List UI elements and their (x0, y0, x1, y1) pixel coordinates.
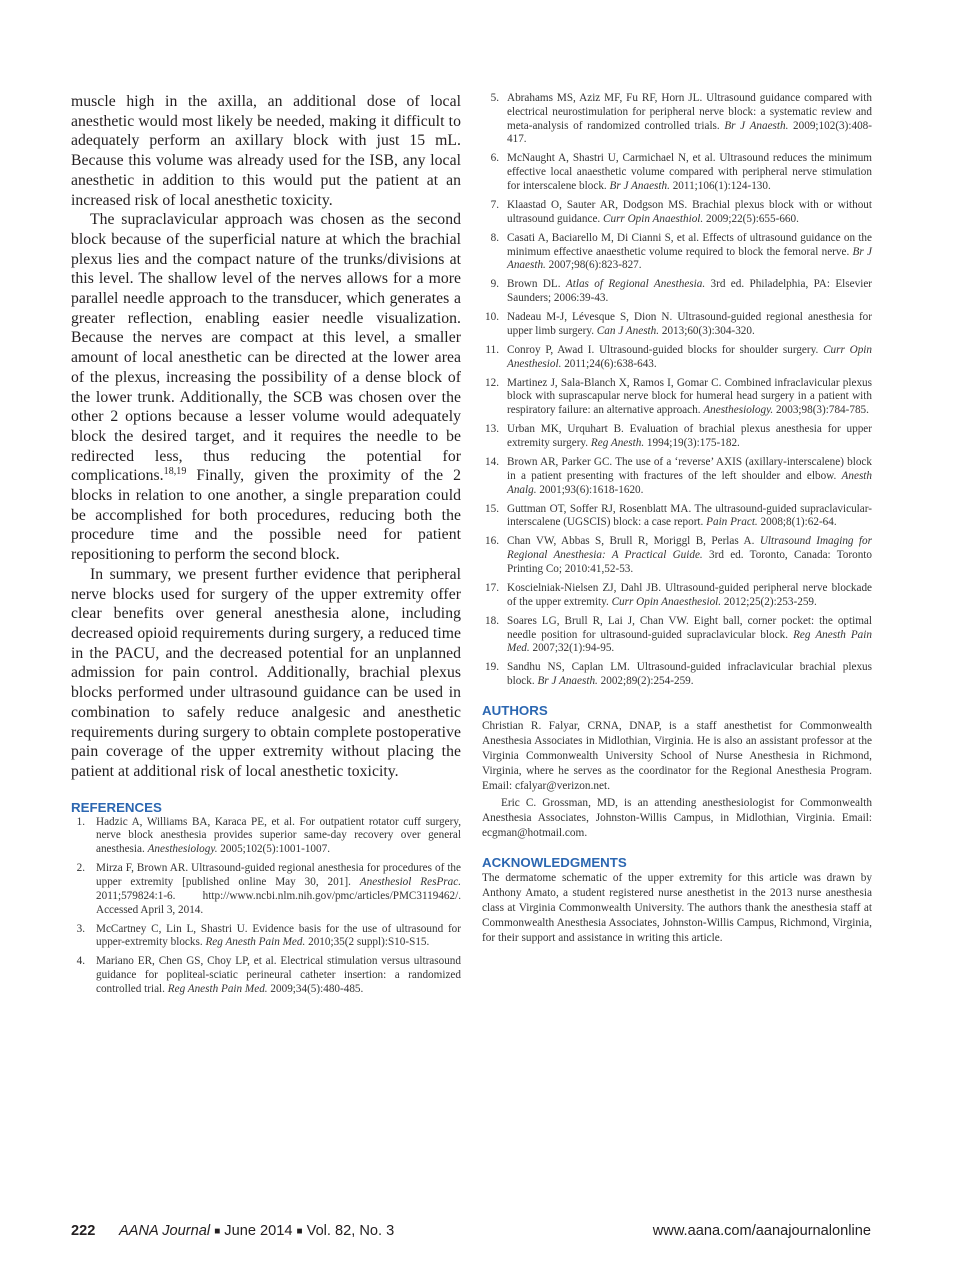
reference-source: Reg Anesth Pain Med. (167, 982, 268, 995)
volume-issue: Vol. 82, No. 3 (306, 1223, 395, 1239)
page-number: 222 (71, 1223, 96, 1239)
reference-source: Reg Anesth Pain Med. (507, 628, 872, 655)
reference-item (482, 311, 872, 339)
reference-number: 2. (76, 862, 85, 875)
reference-number: 6. (490, 152, 499, 165)
reference-details: 2003;98(3):784-785. (773, 404, 869, 417)
reference-item (482, 582, 872, 610)
reference-text: McCartney C, Lin L, Shastri U. Evidence basis for the use of ultrasound for upper-extremity blocks. (96, 922, 461, 949)
issue-date: June 2014 (224, 1223, 293, 1239)
reference-number: 16. (485, 535, 499, 548)
reference-source: Anesthesiology. (703, 404, 774, 417)
reference-source: Br J Anaesth. (537, 675, 598, 688)
reference-item (482, 503, 872, 531)
reference-text: Casati A, Baciarello M, Di Cianni S, et al. Effects of ultrasound guidance on the minimum effective anaesthetic volume required to block the femoral nerve. (507, 231, 872, 258)
reference-source: Curr Opin Anaesthiol. (603, 212, 704, 225)
reference-item (71, 923, 461, 951)
reference-item (482, 456, 872, 497)
reference-source: Anesthesiol ResPrac. (359, 875, 461, 888)
page-footer (71, 1223, 871, 1243)
reference-details: 3rd ed. Philadelphia, PA: Elsevier Saunders; 2006:39-43. (507, 278, 873, 305)
reference-item (482, 661, 872, 689)
reference-details: 2009;34(5):480-485. (267, 982, 364, 995)
reference-source: Pain Pract. (706, 516, 758, 529)
reference-item (482, 278, 872, 306)
right-column (482, 92, 872, 946)
reference-text: Chan VW, Abbas S, Brull R, Moriggl B, Perlas A. (507, 535, 760, 548)
reference-details: 2013;60(3):304-320. (659, 324, 755, 337)
reference-number: 1. (76, 815, 85, 828)
journal-name: AANA Journal (119, 1223, 211, 1239)
references-heading: REFERENCES (71, 799, 162, 815)
reference-source: Curr Opin Anesthesiol. (507, 343, 872, 370)
reference-source: Atlas of Regional Anesthesia. (565, 278, 706, 291)
reference-item (71, 862, 461, 917)
reference-item (482, 344, 872, 372)
body-paragraph: In summary, we present further evidence that peripheral nerve blocks used for surgery of the upper extremity offer clear benefits over general anesthesia alone, including decreased opioid requirements during surgery, a reduced time in the PACU, and the decreased potential for an unplanned admission for pain control. Additionally, brachial plexus blocks performed under ultrasound guidance can be used in combination to safely reduce analgesic and anesthetic requirements during surgery to obtain complete postoperative pain coverage of the upper extremity without placing the patient at additional risk of local anesthetic toxicity. (71, 565, 461, 780)
citation-superscript: 18,19 (163, 466, 187, 478)
reference-item (482, 423, 872, 451)
body-paragraph (71, 210, 461, 565)
reference-source: Br J Anaesth. (609, 179, 670, 192)
reference-source: Reg Anesth. (590, 437, 645, 450)
acknowledgments-heading: ACKNOWLEDGMENTS (482, 855, 627, 871)
reference-source: Ultrasound Imaging for Regional Anesthesia: A Practical Guide. (507, 535, 872, 562)
reference-text: Soares LG, Brull R, Lai J, Chan VW. Eight ball, corner pocket: the optimal needle position for ultrasound-guided supraclavicular block. (507, 614, 872, 641)
reference-source: Curr Opin Anaesthesiol. (611, 595, 722, 608)
reference-text: Hadzic A, Williams BA, Karaca PE, et al. For outpatient rotator cuff surgery, nerve block anesthesia provides superior same-day recovery over general anesthesia. (96, 815, 461, 856)
reference-details: 2007;32(1):94-95. (529, 642, 615, 655)
reference-details: 2001;93(6):1618-1620. (536, 483, 644, 496)
reference-text: Nadeau M-J, Lévesque S, Dion N. Ultrasound-guided regional anesthesia for upper limb surgery. (507, 311, 872, 337)
reference-list (71, 816, 461, 997)
reference-number: 9. (490, 278, 499, 291)
reference-details: 2009;102(3):408-417. (507, 119, 872, 146)
reference-text: Guttman OT, Soffer RJ, Rosenblatt MA. The ultrasound-guided supraclavicular-interscalene (UGSCIS) block: a case report. (507, 502, 872, 529)
reference-number: 8. (490, 231, 499, 244)
reference-source: Anesth Analg. (507, 469, 872, 496)
separator-square: ■ (296, 1226, 303, 1237)
reference-item (482, 535, 872, 576)
reference-details: 2009;22(5):655-660. (703, 212, 799, 225)
reference-details: 2005;102(5):1001-1007. (217, 843, 330, 856)
reference-number: 10. (485, 311, 499, 324)
reference-number: 19. (485, 661, 499, 674)
reference-item (482, 377, 872, 418)
reference-list (482, 92, 872, 689)
reference-item (482, 152, 872, 193)
reference-number: 18. (485, 614, 499, 627)
reference-text: Urban MK, Urquhart B. Evaluation of brachial plexus anesthesia for upper extremity surgery. (507, 423, 872, 450)
body-paragraph: muscle high in the axilla, an additional dose of local anesthetic would most likely be needed, making it difficult to adequately perform an axillary block with just 15 mL. Because this volume was already used for the ISB, any local anesthetic in addition to this would put the patient at an increased risk of local anesthetic toxicity. (71, 93, 461, 209)
reference-details: 2011;24(6):638-643. (561, 357, 657, 370)
reference-item (71, 955, 461, 996)
reference-item (482, 92, 872, 147)
reference-text: Mariano ER, Chen GS, Choy LP, et al. Electrical stimulation versus ultrasound guidance for popliteal-sciatic perineural catheter insertion: a randomized controlled trial. (96, 955, 461, 995)
reference-text: Abrahams MS, Aziz MF, Fu RF, Horn JL. Ultrasound guidance compared with electrical neurostimulation for peripheral nerve block: a systematic review and meta-analysis of randomized controlled trials. (507, 92, 872, 132)
body-paragraph-text: Finally, given the proximity of the 2 blocks in relation to one another, a single preparation could be accomplished for both procedures, reducing both the procedure time and the possible need for patient repositioning to perform the second block. (71, 467, 461, 564)
reference-number: 4. (76, 955, 85, 968)
reference-text: Mirza F, Brown AR. Ultrasound-guided regional anesthesia for procedures of the upper extremity [published online May 30, 201]. (96, 862, 461, 888)
reference-text: Koscielniak-Nielsen ZJ, Dahl JB. Ultrasound-guided peripheral nerve blockade of the upper extremity. (507, 581, 872, 608)
reference-details: 1994;19(3):175-182. (644, 437, 740, 450)
reference-source: Anesthesiology. (147, 843, 218, 856)
journal-info (119, 1223, 394, 1239)
author-bio: Eric C. Grossman, MD, is an attending anesthesiologist for Commonwealth Anesthesia Associates, Johnston-Willis Campus, in Midlothian, Virginia. Email: ecgman@hotmail.com. (482, 797, 872, 840)
reference-details: 2012;25(2):253-259. (721, 595, 817, 608)
reference-number: 14. (485, 456, 499, 469)
reference-text: Klaastad O, Sauter AR, Dodgson MS. Brachial plexus block with or without ultrasound guidance. (507, 198, 872, 225)
reference-text: Brown AR, Parker GC. The use of a ‘reverse’ AXIS (axillary-interscalene) block in a patient presenting with fractures of the left shoulder and elbow. (507, 456, 872, 482)
reference-item (482, 232, 872, 273)
reference-item (482, 199, 872, 227)
reference-text: Conroy P, Awad I. Ultrasound-guided blocks for shoulder surgery. (507, 343, 824, 356)
reference-details: 3rd ed. Toronto, Canada: Toronto Printing Co; 2010:41,52-53. (507, 549, 872, 575)
reference-details: 2011;106(1):124-130. (669, 179, 771, 192)
reference-details: 2008;8(1):62-64. (757, 516, 837, 529)
reference-source: Br J Anaesth. (507, 245, 872, 272)
author-bio: Christian R. Falyar, CRNA, DNAP, is a staff anesthetist for Commonwealth Anesthesia Associates in Midlothian, Virginia. He is also an assistant professor at the Virginia Commonwealth University School of Nurse Anesthesia in Richmond, Virginia, where he serves as the coordinator for the Regional Anesthesia Program. Email: cfalyar@verizon.net. (482, 719, 872, 792)
reference-item (482, 615, 872, 656)
body-paragraph-text: The supraclavicular approach was chosen as the second block because of the superficial nature at which the brachial plexus lies and the compact nature of the trunks/divisions at this level. The shallow level of the nerves allows for a more parallel needle approach to the transducer, which generates a greater reflection, enabling easier needle visualization. Because the nerves are compact at this level, a smaller amount of local anesthetic can be directed at the lower area of the plexus, increasing the possibility of a dense block of the lower trunk. Additionally, the SCB was chosen over the other 2 options because a lesser volume would adequately block the desired target, and it requires the needle to be redirected less, thus reducing the potential for complications. (71, 211, 461, 485)
reference-details: 2010;35(2 suppl):S10-S15. (305, 936, 430, 949)
reference-details: 2007;98(6):823-827. (545, 259, 642, 272)
reference-details: 2002;89(2):254-259. (597, 675, 694, 688)
reference-number: 7. (490, 198, 499, 211)
left-column (71, 92, 461, 1002)
authors-heading: AUTHORS (482, 702, 548, 718)
reference-number: 15. (485, 502, 499, 515)
reference-number: 12. (485, 376, 499, 389)
reference-details: 2011;579824:1-6. http://www.ncbi.nlm.nih.gov/pmc/articles/PMC3119462/. Accessed April 3, 2014. (96, 889, 461, 916)
journal-url[interactable]: www.aana.com/aanajournalonline (652, 1223, 871, 1239)
reference-source: Reg Anesth Pain Med. (205, 936, 306, 949)
reference-number: 11. (485, 343, 499, 356)
reference-number: 5. (490, 92, 499, 104)
reference-text: Brown DL. (507, 278, 566, 291)
reference-number: 3. (76, 922, 85, 935)
reference-text: McNaught A, Shastri U, Carmichael N, et al. Ultrasound reduces the minimum effective local anaesthetic volume compared with peripheral nerve stimulation for interscalene block. (507, 152, 872, 192)
reference-text: Sandhu NS, Caplan LM. Ultrasound-guided infraclavicular brachial plexus block. (507, 661, 872, 688)
separator-square: ■ (214, 1226, 221, 1237)
article-body (71, 92, 461, 782)
acknowledgments-text: The dermatome schematic of the upper extremity for this article was drawn by Anthony Amato, a student registered nurse anesthetist in the 2013 nurse anesthesia class at Virginia Commonwealth University. The authors thank the anesthesia staff at Commonwealth Anesthesia Associates, Johnston-Willis Campus, Richmond, Virginia, for their support and assistance in writing this article. (482, 872, 872, 944)
reference-item (71, 816, 461, 857)
reference-number: 13. (485, 423, 499, 436)
reference-source: Can J Anesth. (596, 324, 660, 337)
reference-number: 17. (485, 581, 499, 594)
reference-text: Martinez J, Sala-Blanch X, Ramos I, Gomar C. Combined infraclavicular plexus block with suprascapular nerve block for humeral head surgery in a patient with respiratory failure: an alternative approach. (507, 376, 872, 417)
reference-source: Br J Anaesth. (724, 119, 789, 132)
